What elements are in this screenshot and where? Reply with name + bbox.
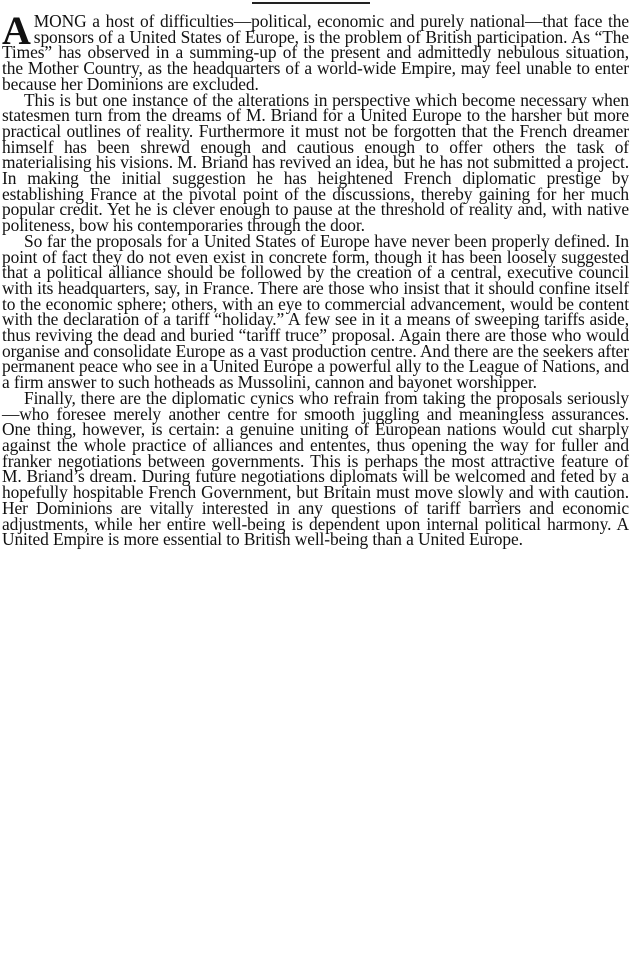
- header-rule: [252, 2, 370, 4]
- article-body: [2, 8, 629, 550]
- drop-cap: A: [2, 8, 31, 53]
- paragraph-1: [2, 8, 629, 94]
- paragraph-4: Finally, there are the diplomatic cynics who refrain from taking the proposals seriously—who foresee merely another centre for smooth juggling and meaningless assurances. One thing, however, is certain: a genuine uniting of European nations would cut sharply against the whole practice of alliances and ententes, thus opening the way for fuller and franker negotiations between governments. This is perhaps the most attractive feature of M. Briand’s dream. During future negotiations diplomats will be welcomed and feted by a hopefully hospitable French Government, but Britain must move slowly and with caution. Her Dominions are vitally interested in any questions of tariff barriers and economic adjustments, while her entire well-being is dependent upon internal political harmony. A United Empire is more essential to British well-being than a United Europe.: [2, 387, 629, 550]
- paragraph-1-text: a host of difficulties—political, economic and purely national—that face the sponsors of a United States of Europe, is the problem of British participation. As “The Times” has observed in a summing-up of the present and admittedly nebulous situation, the Mother Country, as the headquarters of a world-wide Empire, may feel unable to enter because her Dominions are excluded.: [2, 11, 629, 94]
- paragraph-3: So far the proposals for a United States of Europe have never been properly defined. In point of fact they do not even exist in concrete form, though it has been loosely suggested that a political alliance should be followed by the creation of a central, executive council with its headquarters, say, in France. There are those who insist that it should confine itself to the economic sphere; others, with an eye to commercial advancement, would be content with the declaration of a tariff “holiday.” A few see in it a means of sweeping tariffs aside, thus reviving the dead and buried “tariff truce” proposal. Again there are those who would organise and consolidate Europe as a vast production centre. And there are the seekers after permanent peace who see in a United Europe a powerful ally to the League of Nations, and a firm answer to such hotheads as Mussolini, cannon and bayonet worshipper.: [2, 230, 629, 393]
- paragraph-2: This is but one instance of the alterations in perspective which become necessary when statesmen turn from the dreams of M. Briand for a United Europe to the harsher but more practical outlines of reality. Furthermore it must not be forgotten that the French dreamer himself has been shrewd enough and cautious enough to offer others the task of materialising his visions. M. Briand has revived an idea, but he has not submitted a project. In making the initial suggestion he has heightened French diplomatic prestige by establishing France at the pivotal point of the discussions, thereby gaining for her much popular credit. Yet he is clever enough to pause at the threshold of reality and, with native politeness, bow his contemporaries through the door.: [2, 89, 629, 236]
- lead-in: MONG: [33, 11, 87, 31]
